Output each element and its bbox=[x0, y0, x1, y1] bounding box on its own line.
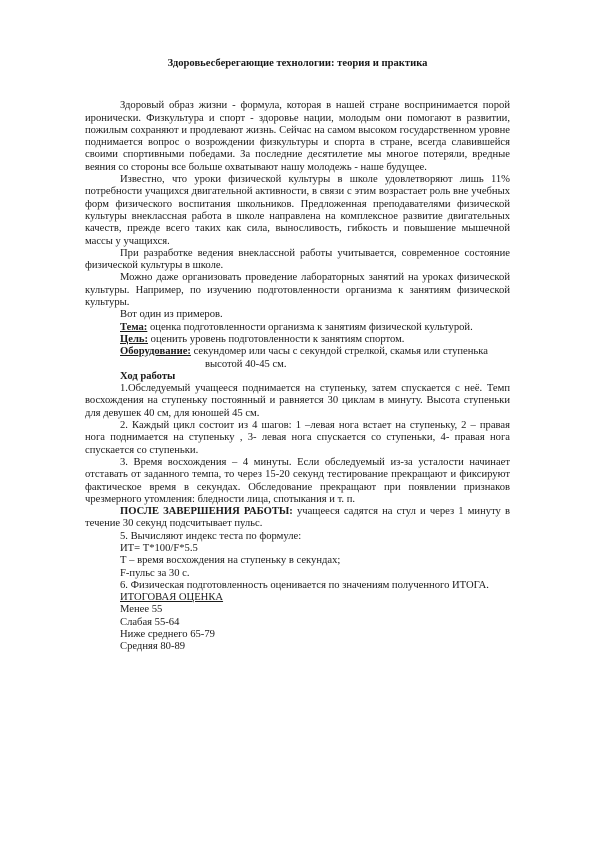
step-2: 2. Каждый цикл состоит из 4 шагов: 1 –левая нога встает на ступеньку, 2 – правая нога поднимается на ступеньку , 3- левая нога спускается со ступеньки, 4- правая нога спускается со ступеньки. bbox=[85, 420, 510, 456]
theme-text: оценка подготовленности организма к занятиям физической культурой. bbox=[147, 321, 473, 333]
grade-3: Ниже среднего 65-79 bbox=[120, 629, 215, 641]
grade-4: Средняя 80-89 bbox=[120, 641, 186, 653]
paragraph-example: Вот один из примеров. bbox=[120, 309, 223, 321]
formula: ИТ= Т*100/F*5.5 bbox=[120, 542, 198, 554]
step-6: 6. Физическая подготовленность оценивается по значениям полученного ИТОГА. bbox=[120, 579, 489, 591]
step-5: 5. Вычисляют индекс теста по формуле: bbox=[120, 530, 302, 542]
theme-line bbox=[120, 322, 510, 334]
step-3: 3. Время восхождения – 4 минуты. Если обследуемый из-за усталости начинает отставать от заданного темпа, то через 15-20 секунд тестирование прекращают и фиксируют фактическое время в секундах. Обследование прекращают при появлении признаков чрезмерного утомления: бледности лица, спотыкания и т. п. bbox=[85, 456, 510, 505]
goal-text: оценить уровень подготовленности к занятиям спортом. bbox=[148, 333, 405, 345]
equipment-line bbox=[120, 346, 510, 358]
equipment-label: Оборудование: bbox=[120, 346, 191, 358]
t-definition: Т – время восхождения на ступеньку в секундах; bbox=[120, 555, 341, 567]
goal-label: Цель: bbox=[120, 333, 149, 345]
grade-2: Слабая 55-64 bbox=[120, 616, 180, 628]
theme-label: Тема: bbox=[120, 321, 148, 333]
final-heading: ИТОГОВАЯ ОЦЕНКА bbox=[120, 592, 224, 604]
after-text: учащееся садятся на стул и через 1 минуту в течение 30 секунд подсчитывает пульс. bbox=[85, 506, 510, 530]
paragraph-intro: Здоровый образ жизни - формула, которая в нашей стране воспринимается порой иронически. Физкультура и спорт - здоровье нации, молодым они помогают в развитии, пожилым сохраняют и продлевают жизнь. Сейчас на самом высоком государственном уровне поднимается вопрос о возрождении физкультуры и спорта в стране, всегда славившейся своими спортивными победами. За последние десятилетие мы многое потеряли, вредные веяния со стороны все больше охватывают нашу молодежь - наше будущее. bbox=[85, 100, 510, 173]
equipment-text: секундомер или часы с секундой стрелкой, скамья или ступенька bbox=[190, 346, 488, 358]
paragraph-lab: Можно даже организовать проведение лабораторных занятий на уроках физической культуры. Например, по изучению подготовленности организма к занятиям физической культуры. bbox=[85, 272, 510, 309]
progress-heading: Ход работы bbox=[120, 370, 176, 382]
equipment-line-2: высотой 40-45 см. bbox=[205, 358, 287, 370]
paragraph-development: При разработке ведения внеклассной работы учитывается, современное состояние физической культуры в школе. bbox=[85, 247, 510, 272]
document-title: Здоровьесберегающие технологии: теория и практика bbox=[167, 58, 428, 69]
f-definition: F-пульс за 30 с. bbox=[120, 567, 190, 579]
after-label: ПОСЛЕ ЗАВЕРШЕНИЯ РАБОТЫ: bbox=[120, 506, 293, 518]
document-page bbox=[85, 58, 510, 654]
goal-line bbox=[120, 334, 510, 346]
step-after bbox=[85, 506, 510, 531]
grade-1: Менее 55 bbox=[120, 604, 163, 616]
step-1: 1.Обследуемый учащееся поднимается на ступеньку, затем спускается с неё. Темп восхождения на ступеньку постоянный и равняется 30 циклам в минуту. Высота ступеньки для девушек 40 см, для юношей 45 см. bbox=[85, 383, 510, 419]
paragraph-known: Известно, что уроки физической культуры в школе удовлетворяют лишь 11% потребности учащихся двигательной активности, в связи с этим возрастает роль вне учебных форм физического воспитания школьников. Предложенная преподавателями физической культуры внеклассная работа в школе направлена на комплексное развитие двигательных качеств, прежде всего таких как сила, выносливость, гибкость и повышение мышечной массы у учащихся. bbox=[85, 174, 510, 247]
